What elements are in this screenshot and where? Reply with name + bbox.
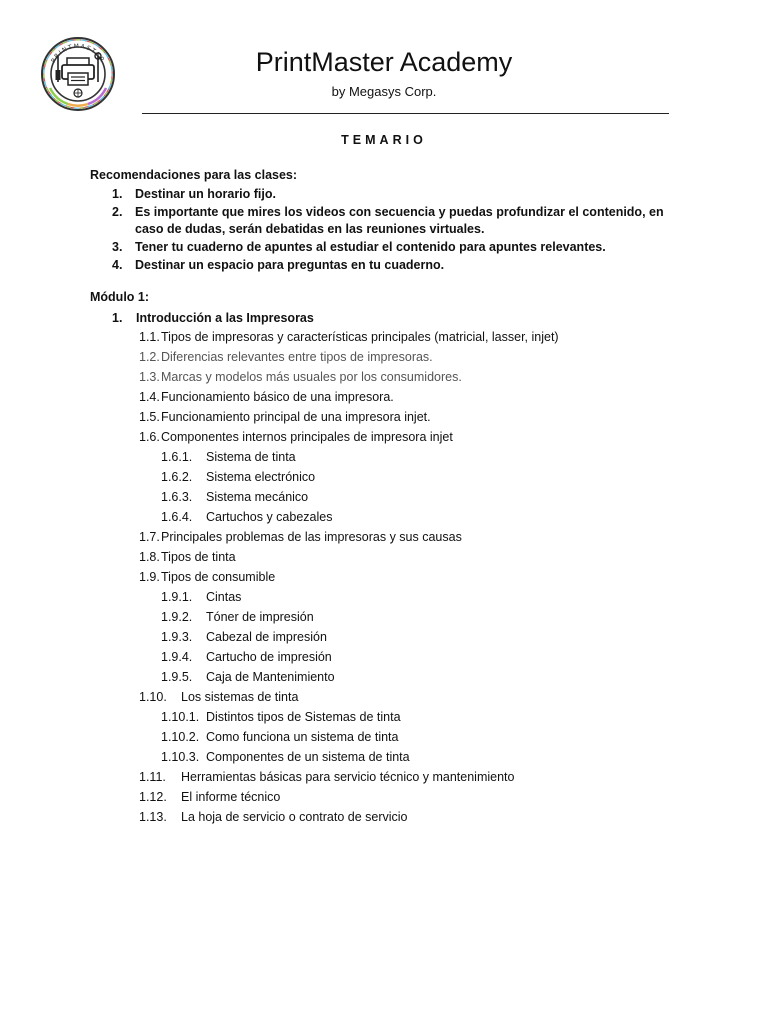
topic-number: 1.10.: [139, 690, 167, 704]
topic-item: [139, 430, 453, 444]
list-item-number: 4.: [112, 258, 123, 272]
list-item: [90, 204, 690, 238]
topic-item: [139, 330, 559, 344]
subtopic-number: 1.9.1.: [161, 590, 193, 604]
page-title: PrintMaster Academy: [255, 47, 513, 77]
module-title: Módulo 1:: [90, 290, 150, 304]
topic-item: [139, 790, 280, 804]
topic-number: 1.3.: [139, 370, 160, 384]
topic-number: 1.4.: [139, 390, 160, 404]
section-title: Introducción a las Impresoras: [136, 311, 314, 325]
subtopic-item: [161, 730, 398, 744]
list-item: [90, 239, 690, 256]
subtopic-text: Cartucho de impresión: [206, 650, 332, 664]
subtopic-number: 1.6.2.: [161, 470, 193, 484]
subtopic-number: 1.6.3.: [161, 490, 193, 504]
subtopic-item: [161, 630, 327, 644]
topic-number: 1.12.: [139, 790, 167, 804]
topic-text: Principales problemas de las impresoras y sus causas: [161, 530, 462, 544]
subtopic-number: 1.10.3.: [161, 750, 200, 764]
subtopic-text: Sistema mecánico: [206, 490, 309, 504]
topic-item: [139, 570, 275, 584]
subtopic-number: 1.6.4.: [161, 510, 193, 524]
subtopic-item: [161, 490, 308, 504]
subtopic-item: [161, 610, 314, 624]
svg-text:PRINTMASTER: PRINTMASTER: [49, 42, 107, 65]
recommendations-title: Recomendaciones para las clases:: [90, 168, 298, 182]
subtopic-text: Sistema electrónico: [206, 470, 316, 484]
topic-text: Tipos de consumible: [161, 570, 276, 584]
section-heading: TEMARIO: [341, 133, 427, 147]
list-item-text: Destinar un horario fijo.: [135, 187, 276, 201]
subtopic-number: 1.9.4.: [161, 650, 193, 664]
list-item: [90, 186, 690, 203]
subtopic-number: 1.9.3.: [161, 630, 193, 644]
subtopic-number: 1.10.2.: [161, 730, 200, 744]
topic-item: [139, 530, 462, 544]
subtopic-text: Cabezal de impresión: [206, 630, 327, 644]
subtopic-text: Caja de Mantenimiento: [206, 670, 335, 684]
subtopic-number: 1.10.1.: [161, 710, 200, 724]
subtopic-text: Distintos tipos de Sistemas de tinta: [206, 710, 401, 724]
topic-number: 1.5.: [139, 410, 160, 424]
subtopic-item: [161, 670, 335, 684]
topic-item: [139, 410, 431, 424]
topic-text: Funcionamiento principal de una impresora injet.: [161, 410, 431, 424]
subtopic-text: Tóner de impresión: [206, 610, 314, 624]
topic-text: Funcionamiento básico de una impresora.: [161, 390, 394, 404]
subtopic-text: Cintas: [206, 590, 242, 604]
topic-text: El informe técnico: [181, 790, 281, 804]
subtopic-number: 1.9.2.: [161, 610, 193, 624]
subtopic-text: Componentes de un sistema de tinta: [206, 750, 410, 764]
list-item-text: Tener tu cuaderno de apuntes al estudiar el contenido para apuntes relevantes.: [135, 240, 606, 254]
topic-number: 1.2.: [139, 350, 160, 364]
topic-number: 1.9.: [139, 570, 160, 584]
topic-number: 1.13.: [139, 810, 167, 824]
topic-text: Herramientas básicas para servicio técnico y mantenimiento: [181, 770, 515, 784]
subtopic-item: [161, 470, 315, 484]
topic-item: [139, 810, 408, 824]
subtopic-text: Sistema de tinta: [206, 450, 296, 464]
section-number: 1.: [112, 311, 123, 325]
subtopic-item: [161, 710, 401, 724]
topic-text: Diferencias relevantes entre tipos de impresoras.: [161, 350, 433, 364]
topic-text: Tipos de tinta: [161, 550, 236, 564]
topic-number: 1.7.: [139, 530, 160, 544]
subtopic-number: 1.6.1.: [161, 450, 193, 464]
topic-number: 1.6.: [139, 430, 160, 444]
subtopic-number: 1.9.5.: [161, 670, 193, 684]
topic-item: [139, 690, 298, 704]
topic-text: Tipos de impresoras y características principales (matricial, lasser, injet): [161, 330, 559, 344]
topic-text: Marcas y modelos más usuales por los consumidores.: [161, 370, 462, 384]
list-item-text: Destinar un espacio para preguntas en tu cuaderno.: [135, 258, 445, 272]
header-divider: [142, 113, 669, 114]
topic-item: [139, 350, 433, 364]
topic-text: Los sistemas de tinta: [181, 690, 299, 704]
topic-item: [139, 370, 462, 384]
subtopic-item: [161, 450, 296, 464]
subtopic-item: [161, 510, 332, 524]
subtopic-text: Como funciona un sistema de tinta: [206, 730, 399, 744]
topic-item: [139, 770, 514, 784]
subtopic-text: Cartuchos y cabezales: [206, 510, 333, 524]
list-item-number: 1.: [112, 187, 123, 201]
list-item: [90, 257, 690, 274]
topic-text: La hoja de servicio o contrato de servicio: [181, 810, 408, 824]
topic-number: 1.1.: [139, 330, 160, 344]
list-item-number: 3.: [112, 240, 123, 254]
module-section-heading: [112, 311, 314, 325]
subtopic-item: [161, 590, 241, 604]
page-subtitle: by Megasys Corp.: [331, 84, 437, 99]
topic-item: [139, 390, 394, 404]
topic-text: Componentes internos principales de impresora injet: [161, 430, 453, 444]
topic-number: 1.11.: [139, 770, 166, 784]
topic-number: 1.8.: [139, 550, 160, 564]
topic-item: [139, 550, 236, 564]
recommendations-list: [90, 186, 690, 275]
subtopic-item: [161, 650, 332, 664]
list-item-text: Es importante que mires los videos con secuencia y puedas profundizar el contenido, en caso de dudas, serán debatidas en las reuniones virtuales.: [135, 205, 664, 236]
list-item-number: 2.: [112, 205, 123, 219]
subtopic-item: [161, 750, 410, 764]
